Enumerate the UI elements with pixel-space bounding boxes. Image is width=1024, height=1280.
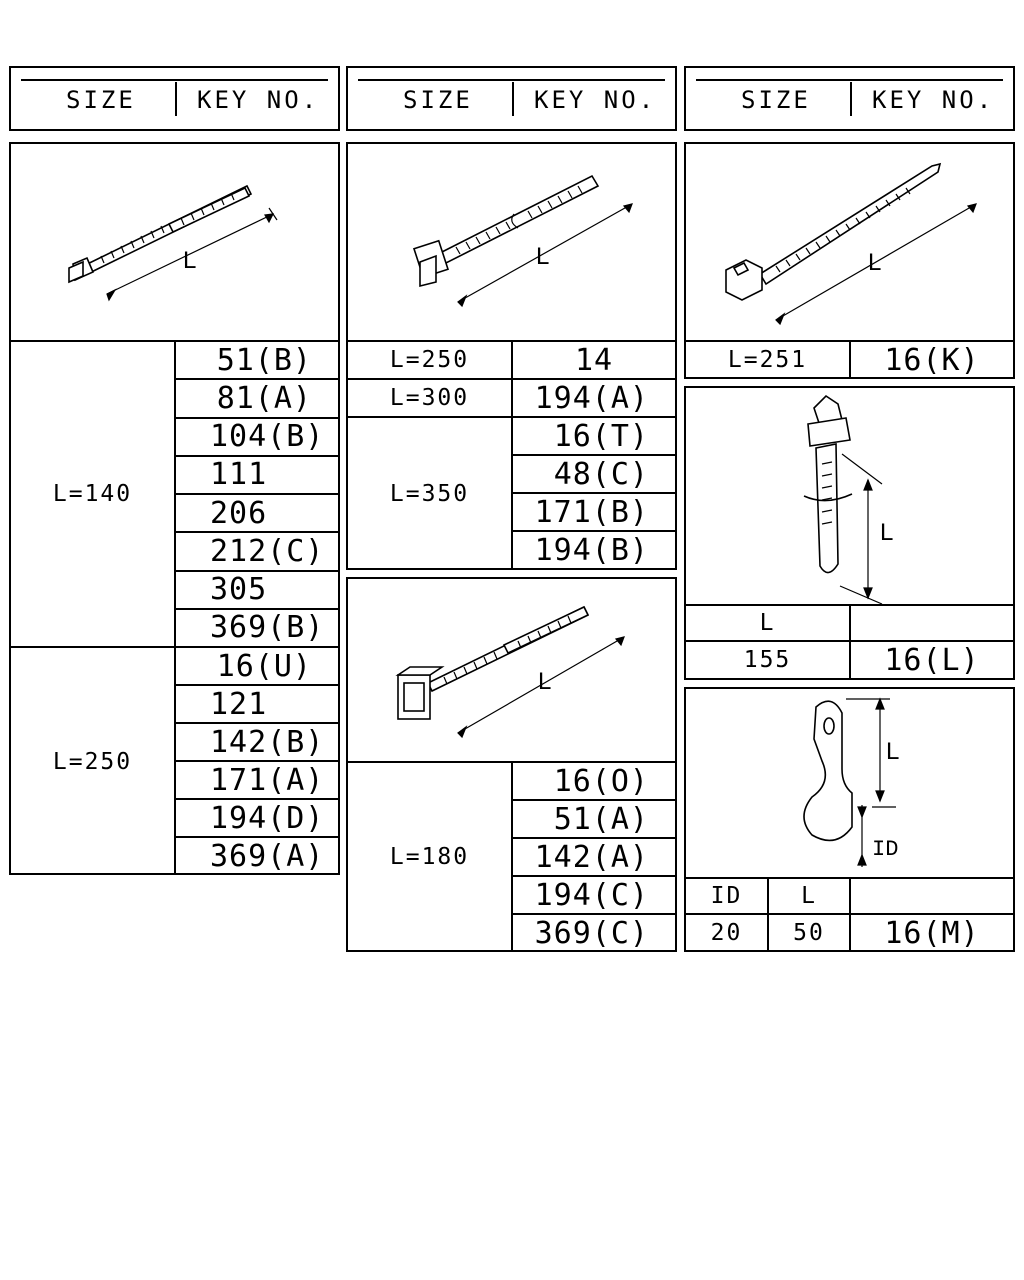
col3-panel-clamp: [684, 687, 1015, 952]
header-box-col1: [9, 66, 340, 131]
key-no-cell: 51(B): [216, 342, 312, 378]
key-no-cell: 194(C): [534, 877, 649, 913]
clamp-l-header: L: [801, 883, 817, 909]
releasable-cable-tie-illustration: [11, 144, 338, 342]
key-no-cell: 369(B): [210, 610, 325, 646]
key-no-cell: 81(A): [216, 380, 312, 416]
key-no-header: KEY NO.: [197, 86, 320, 114]
key-no-cell: 206: [210, 495, 268, 531]
dimension-label: L: [538, 668, 552, 695]
col3-panel-tie: [684, 142, 1015, 379]
key-no-cell: 16(O): [553, 763, 649, 799]
size-cell: L=300: [389, 385, 470, 411]
size-header: SIZE: [403, 86, 473, 114]
key-no-cell: 104(B): [210, 419, 325, 455]
col2-panel-top: [346, 142, 677, 570]
header-box-col2: [346, 66, 677, 131]
key-no-cell: 194(A): [534, 380, 649, 416]
size-cell: L=140: [52, 481, 133, 507]
size-header: SIZE: [741, 86, 811, 114]
key-no-header: KEY NO.: [872, 86, 995, 114]
size-cell: L=251: [727, 347, 808, 373]
key-no-cell: 16(M): [884, 915, 980, 951]
size-cell: L=350: [389, 481, 470, 507]
key-no-cell: 369(A): [210, 838, 325, 874]
size-header: SIZE: [66, 86, 136, 114]
key-no-cell: 194(B): [534, 532, 649, 568]
key-no-cell: 16(U): [216, 648, 312, 684]
key-no-cell: 14: [574, 342, 614, 378]
col3-panel-clip: [684, 386, 1015, 680]
dimension-label: L: [536, 243, 550, 270]
key-no-cell: 51(A): [553, 801, 649, 837]
key-no-cell: 212(C): [210, 533, 325, 569]
p-clamp-illustration: [686, 689, 1013, 879]
key-no-cell: 194(D): [210, 800, 325, 836]
clip-l-header: L: [759, 610, 776, 636]
long-cable-tie-illustration: [686, 144, 1013, 342]
key-no-cell: 16(L): [884, 642, 980, 678]
dimension-label: L: [880, 519, 894, 546]
dimension-label: L: [183, 247, 197, 274]
key-no-cell: 142(A): [534, 839, 649, 875]
id-label: ID: [872, 837, 899, 862]
col2-panel-bottom: [346, 577, 677, 952]
dimension-label: L: [886, 738, 900, 765]
key-no-cell: 121: [210, 686, 268, 722]
clamp-l-value: 50: [793, 920, 825, 946]
key-no-cell: 369(C): [534, 915, 649, 951]
key-no-header: KEY NO.: [534, 86, 657, 114]
key-no-cell: 142(B): [210, 724, 325, 760]
key-no-cell: 171(A): [210, 762, 325, 798]
clamp-id-header: ID: [710, 883, 743, 909]
key-no-cell: 111: [210, 457, 268, 493]
cable-tie-illustration: [348, 144, 675, 342]
dimension-label: L: [868, 249, 882, 276]
key-no-cell: 48(C): [553, 456, 649, 492]
cable-tie-mount-illustration: [348, 579, 675, 763]
clamp-id-value: 20: [710, 920, 743, 946]
size-cell: L=180: [389, 844, 470, 870]
key-no-cell: 171(B): [534, 494, 649, 530]
push-mount-clip-illustration: [686, 388, 1013, 604]
key-no-cell: 305: [210, 572, 268, 608]
clip-l-value: 155: [743, 647, 792, 673]
col1-panel: [9, 142, 340, 875]
size-cell: L=250: [389, 347, 470, 373]
key-no-cell: 16(T): [553, 418, 649, 454]
key-no-cell: 16(K): [884, 342, 980, 378]
size-cell: L=250: [52, 749, 133, 775]
header-box-col3: [684, 66, 1015, 131]
